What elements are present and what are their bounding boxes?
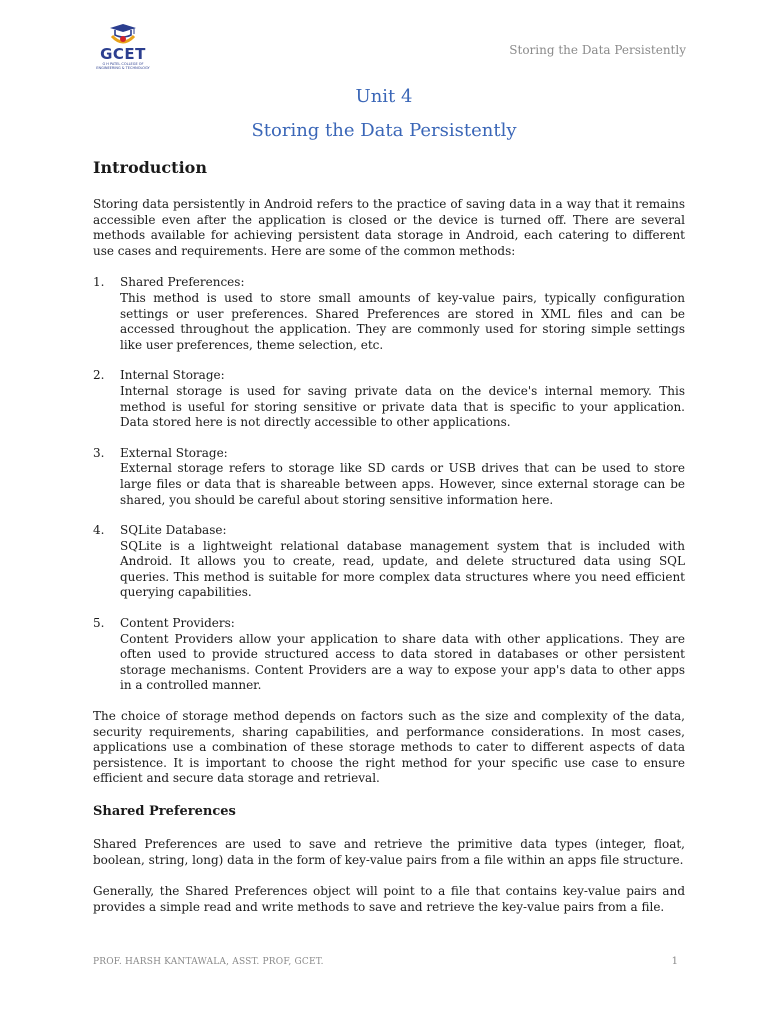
chapter-title: Storing the Data Persistently — [251, 120, 517, 141]
list-item-title: Internal Storage: — [120, 368, 225, 383]
shared-preferences-paragraph-1: Shared Preferences are used to save and retrieve the primitive data types (integer, float, boolean, string, long) data in the form of key-value pairs from a file within an apps file structure. — [93, 837, 685, 867]
storage-choice-paragraph: The choice of storage method depends on factors such as the size and complexity of the data, security requirements, sharing capabilities, and performance considerations. In most cases, applications use a combination of these storage methods to cater to different aspects of data persistence. It is important to choose the right method for your specific use case to ensure efficient and secure data storage and retrieval. — [93, 709, 685, 786]
list-number: 1. — [93, 275, 105, 290]
list-item — [93, 368, 685, 430]
logo-text: GCET — [100, 45, 146, 63]
list-item-description: This method is used to store small amounts of key-value pairs, typically configuration settings or user preferences. Shared Preferences are stored in XML files and can be accessed throughout the application. They are commonly used for storing simple settings like user preferences, theme selection, etc. — [120, 290, 685, 352]
list-number: 4. — [93, 523, 105, 538]
footer-author: PROF. HARSH KANTAWALA, ASST. PROF, GCET. — [93, 957, 324, 967]
list-item-description: Internal storage is used for saving private data on the device's internal memory. This method is useful for storing sensitive or private data that is specific to your application. Data stored here is not directly accessible to other applications. — [120, 383, 685, 430]
shared-preferences-paragraph-2: Generally, the Shared Preferences object will point to a file that contains key-value pairs and provides a simple read and write methods to save and retrieve the key-value pairs from a file. — [93, 884, 685, 914]
list-item — [93, 616, 685, 694]
list-number: 2. — [93, 368, 105, 383]
list-item-title: External Storage: — [120, 445, 228, 460]
list-item-title: Content Providers: — [120, 616, 235, 631]
document-body — [93, 156, 685, 915]
college-logo — [92, 22, 154, 72]
unit-heading: Unit 4 — [355, 86, 413, 107]
list-number: 3. — [93, 445, 105, 460]
list-item-description: SQLite is a lightweight relational database management system that is included with Android. It allows you to create, read, update, and delete structured data using SQL queries. This method is suitable for more complex data structures where you need efficient querying capabilities. — [120, 538, 685, 600]
list-item — [93, 523, 685, 601]
introduction-heading: Introduction — [93, 158, 207, 177]
list-item-title: Shared Preferences: — [120, 275, 245, 290]
list-item — [93, 446, 685, 508]
list-item — [93, 275, 685, 353]
storage-methods-list — [93, 275, 685, 694]
list-item-description: External storage refers to storage like SD cards or USB drives that can be used to store large files or data that is shareable between apps. However, since external storage can be shared, you should be careful about storing sensitive information here. — [120, 461, 685, 507]
introduction-paragraph: Storing data persistently in Android refers to the practice of saving data in a way that it remains accessible even after the application is closed or the device is turned off. There are several methods available for achieving persistent data storage in Android, each catering to different use cases and requirements. Here are some of the common methods: — [93, 197, 685, 258]
list-item-description: Content Providers allow your application to share data with other applications. They are often used to provide structured access to data stored in databases or other persistent storage mechanisms. Content Providers are a way to expose your app's data to other apps in a controlled manner. — [120, 631, 685, 693]
logo-subtext: G H PATEL COLLEGE OF ENGINEERING & TECHNOLOGY — [96, 62, 150, 70]
running-header-title: Storing the Data Persistently — [509, 43, 686, 57]
page-number: 1 — [671, 956, 678, 967]
list-number: 5. — [93, 616, 105, 631]
list-item-title: SQLite Database: — [120, 523, 227, 538]
shared-preferences-heading: Shared Preferences — [93, 804, 236, 819]
